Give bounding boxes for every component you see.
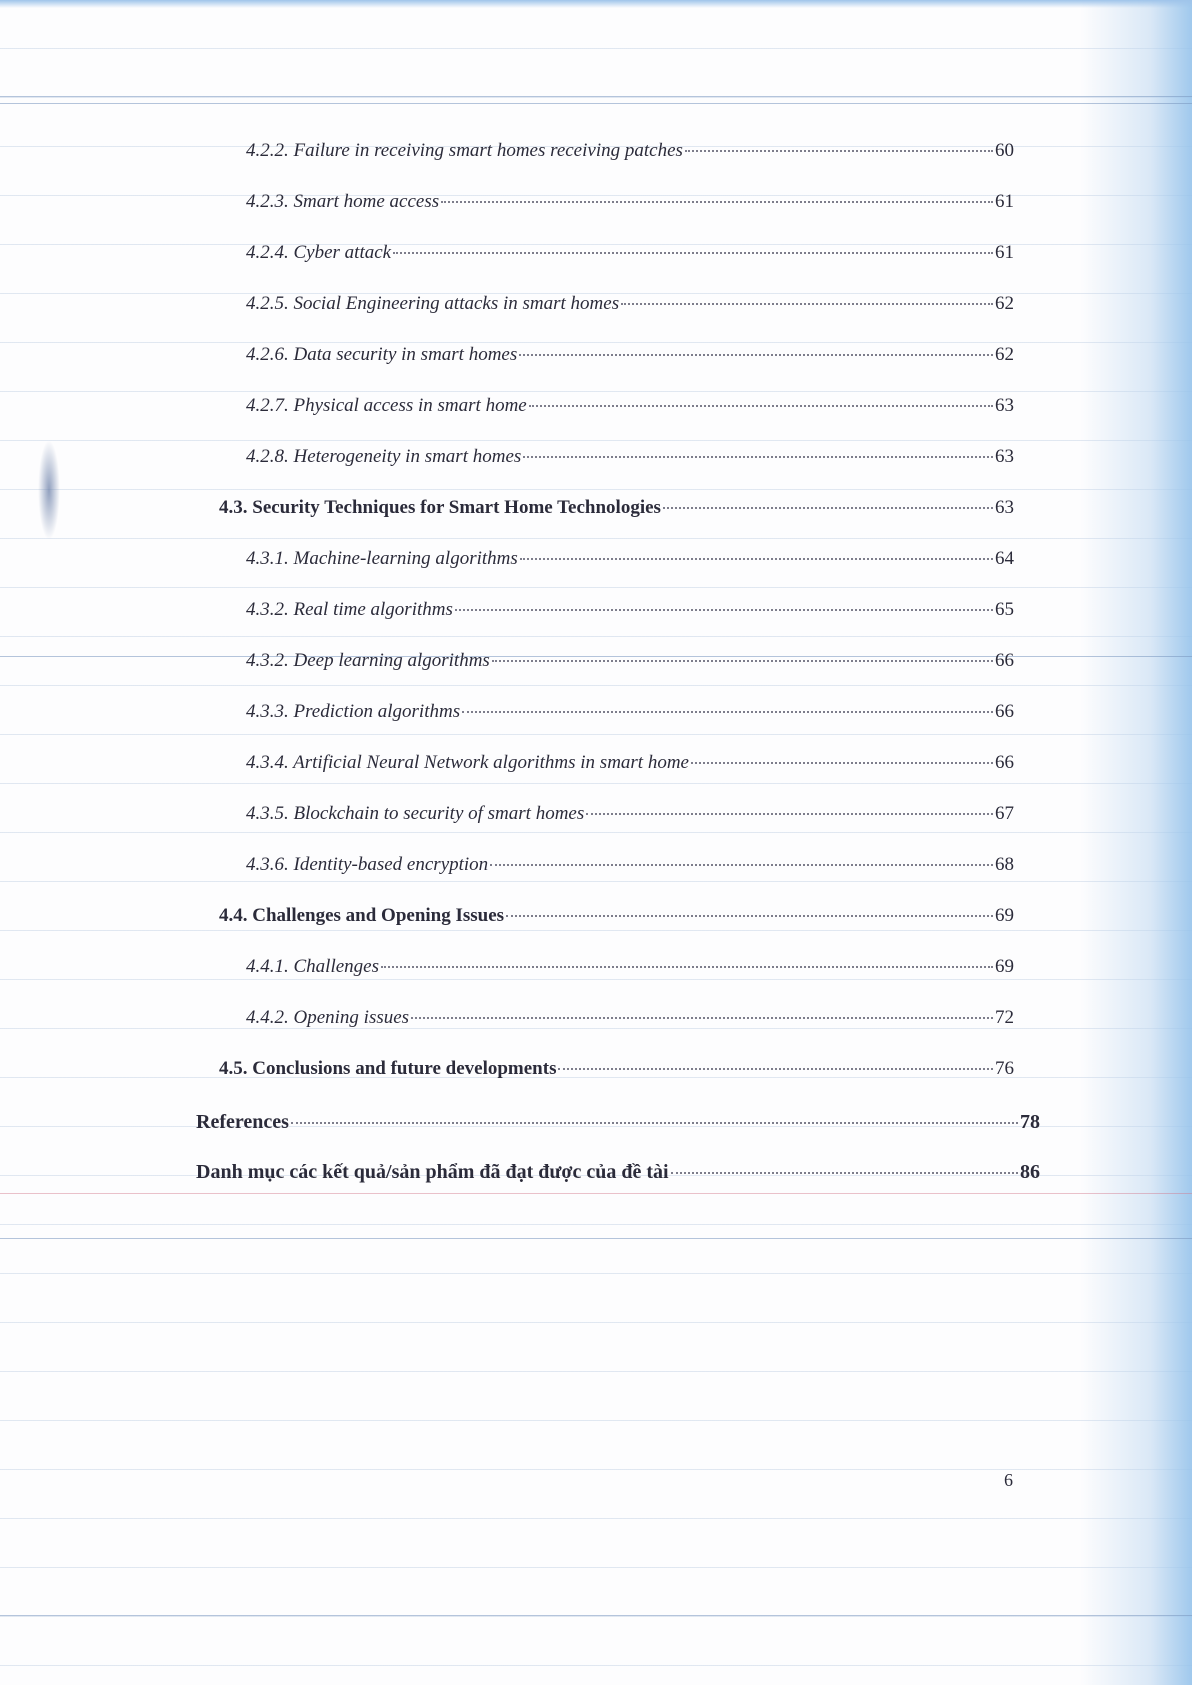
toc-entry	[246, 853, 1014, 877]
dot-leader	[381, 966, 993, 968]
toc-entry	[246, 190, 1014, 214]
toc-entry	[196, 1160, 1040, 1184]
scan-top-band	[0, 0, 1192, 8]
scan-smudge	[38, 440, 60, 540]
scan-rule	[0, 1238, 1192, 1239]
dot-leader	[506, 915, 993, 917]
toc-entry-page: 61	[995, 242, 1014, 263]
toc-entry-page: 61	[995, 191, 1014, 212]
dot-leader	[393, 252, 993, 254]
toc-entry-title: 4.2.7. Physical access in smart home	[246, 395, 527, 416]
toc-entry-page: 65	[995, 599, 1014, 620]
toc-entry-title: 4.2.2. Failure in receiving smart homes receiving patches	[246, 140, 683, 161]
dot-leader	[455, 609, 993, 611]
toc-entry-title: 4.4. Challenges and Opening Issues	[219, 905, 505, 926]
scan-rule	[0, 96, 1192, 97]
dot-leader	[490, 864, 993, 866]
toc-entry-title: 4.2.3. Smart home access	[246, 191, 440, 212]
toc-entry	[246, 445, 1014, 469]
dot-leader	[411, 1017, 993, 1019]
dot-leader	[558, 1068, 993, 1070]
toc-entry-title: 4.2.8. Heterogeneity in smart homes	[246, 446, 522, 467]
toc-entry	[219, 496, 1014, 520]
toc-entry-page: 62	[995, 293, 1014, 314]
toc-entry-page: 69	[995, 905, 1014, 926]
toc-entry-page: 63	[995, 497, 1014, 518]
toc-entry-title: 4.3.1. Machine-learning algorithms	[246, 548, 518, 569]
toc-entry-title: Danh mục các kết quả/sản phẩm đã đạt được của đề tài	[196, 1161, 669, 1183]
toc-entry	[219, 904, 1014, 928]
toc-entry	[246, 1006, 1014, 1030]
toc-entry-title: 4.3.2. Deep learning algorithms	[246, 650, 490, 671]
dot-leader	[621, 303, 993, 305]
scan-rule	[0, 1193, 1192, 1194]
toc-entry	[246, 343, 1014, 367]
toc-entry	[246, 598, 1014, 622]
dot-leader	[492, 660, 993, 662]
dot-leader	[462, 711, 993, 713]
scan-rule	[0, 1615, 1192, 1616]
toc-entry-page: 62	[995, 344, 1014, 365]
toc-entry-title: 4.4.2. Opening issues	[246, 1007, 410, 1028]
toc-entry-page: 60	[995, 140, 1014, 161]
toc-entry-page: 86	[1020, 1161, 1040, 1183]
toc-entry-page: 66	[995, 650, 1014, 671]
toc-entry-title: 4.3. Security Techniques for Smart Home Technologies	[219, 497, 661, 518]
dot-leader	[520, 558, 993, 560]
toc-entry-page: 78	[1020, 1111, 1040, 1133]
toc-entry-page: 63	[995, 395, 1014, 416]
dot-leader	[586, 813, 993, 815]
dot-leader	[671, 1172, 1018, 1174]
toc-entry	[246, 955, 1014, 979]
toc-entry	[246, 241, 1014, 265]
scan-rule	[0, 103, 1192, 104]
dot-leader	[519, 354, 993, 356]
toc-entry-page: 76	[995, 1058, 1014, 1079]
toc-entry-title: 4.4.1. Challenges	[246, 956, 379, 977]
page-number: 6	[1004, 1470, 1013, 1490]
toc-entry	[246, 547, 1014, 571]
toc-entry	[246, 394, 1014, 418]
toc-entry	[196, 1110, 1040, 1134]
toc-entry	[246, 802, 1014, 826]
toc-entry-title: 4.2.6. Data security in smart homes	[246, 344, 518, 365]
dot-leader	[685, 150, 993, 152]
toc-entry-title: References	[196, 1111, 289, 1133]
toc-entry	[246, 649, 1014, 673]
toc-entry	[246, 292, 1014, 316]
toc-entry-title: 4.3.5. Blockchain to security of smart homes	[246, 803, 585, 824]
dot-leader	[291, 1122, 1018, 1124]
toc-entry-page: 69	[995, 956, 1014, 977]
toc-entry	[246, 751, 1014, 775]
dot-leader	[523, 456, 993, 458]
toc-entry-title: 4.3.6. Identity-based encryption	[246, 854, 489, 875]
dot-leader	[663, 507, 993, 509]
dot-leader	[529, 405, 993, 407]
toc-entry-page: 64	[995, 548, 1014, 569]
dot-leader	[691, 762, 993, 764]
toc-entry	[219, 1057, 1014, 1081]
toc-entry-page: 67	[995, 803, 1014, 824]
toc-entry-page: 68	[995, 854, 1014, 875]
toc-entry-title: 4.5. Conclusions and future developments	[219, 1058, 557, 1079]
toc-entry-title: 4.2.5. Social Engineering attacks in smart homes	[246, 293, 620, 314]
toc-entry-title: 4.3.3. Prediction algorithms	[246, 701, 461, 722]
toc-entry-page: 66	[995, 701, 1014, 722]
toc-entry	[246, 139, 1014, 163]
toc-entry	[246, 700, 1014, 724]
toc-entry-title: 4.3.2. Real time algorithms	[246, 599, 453, 620]
toc-entry-page: 72	[995, 1007, 1014, 1028]
toc-entry-title: 4.2.4. Cyber attack	[246, 242, 392, 263]
toc-entry-page: 66	[995, 752, 1014, 773]
dot-leader	[441, 201, 993, 203]
toc-entry-title: 4.3.4. Artificial Neural Network algorithms in smart home	[246, 752, 689, 773]
toc-entry-page: 63	[995, 446, 1014, 467]
